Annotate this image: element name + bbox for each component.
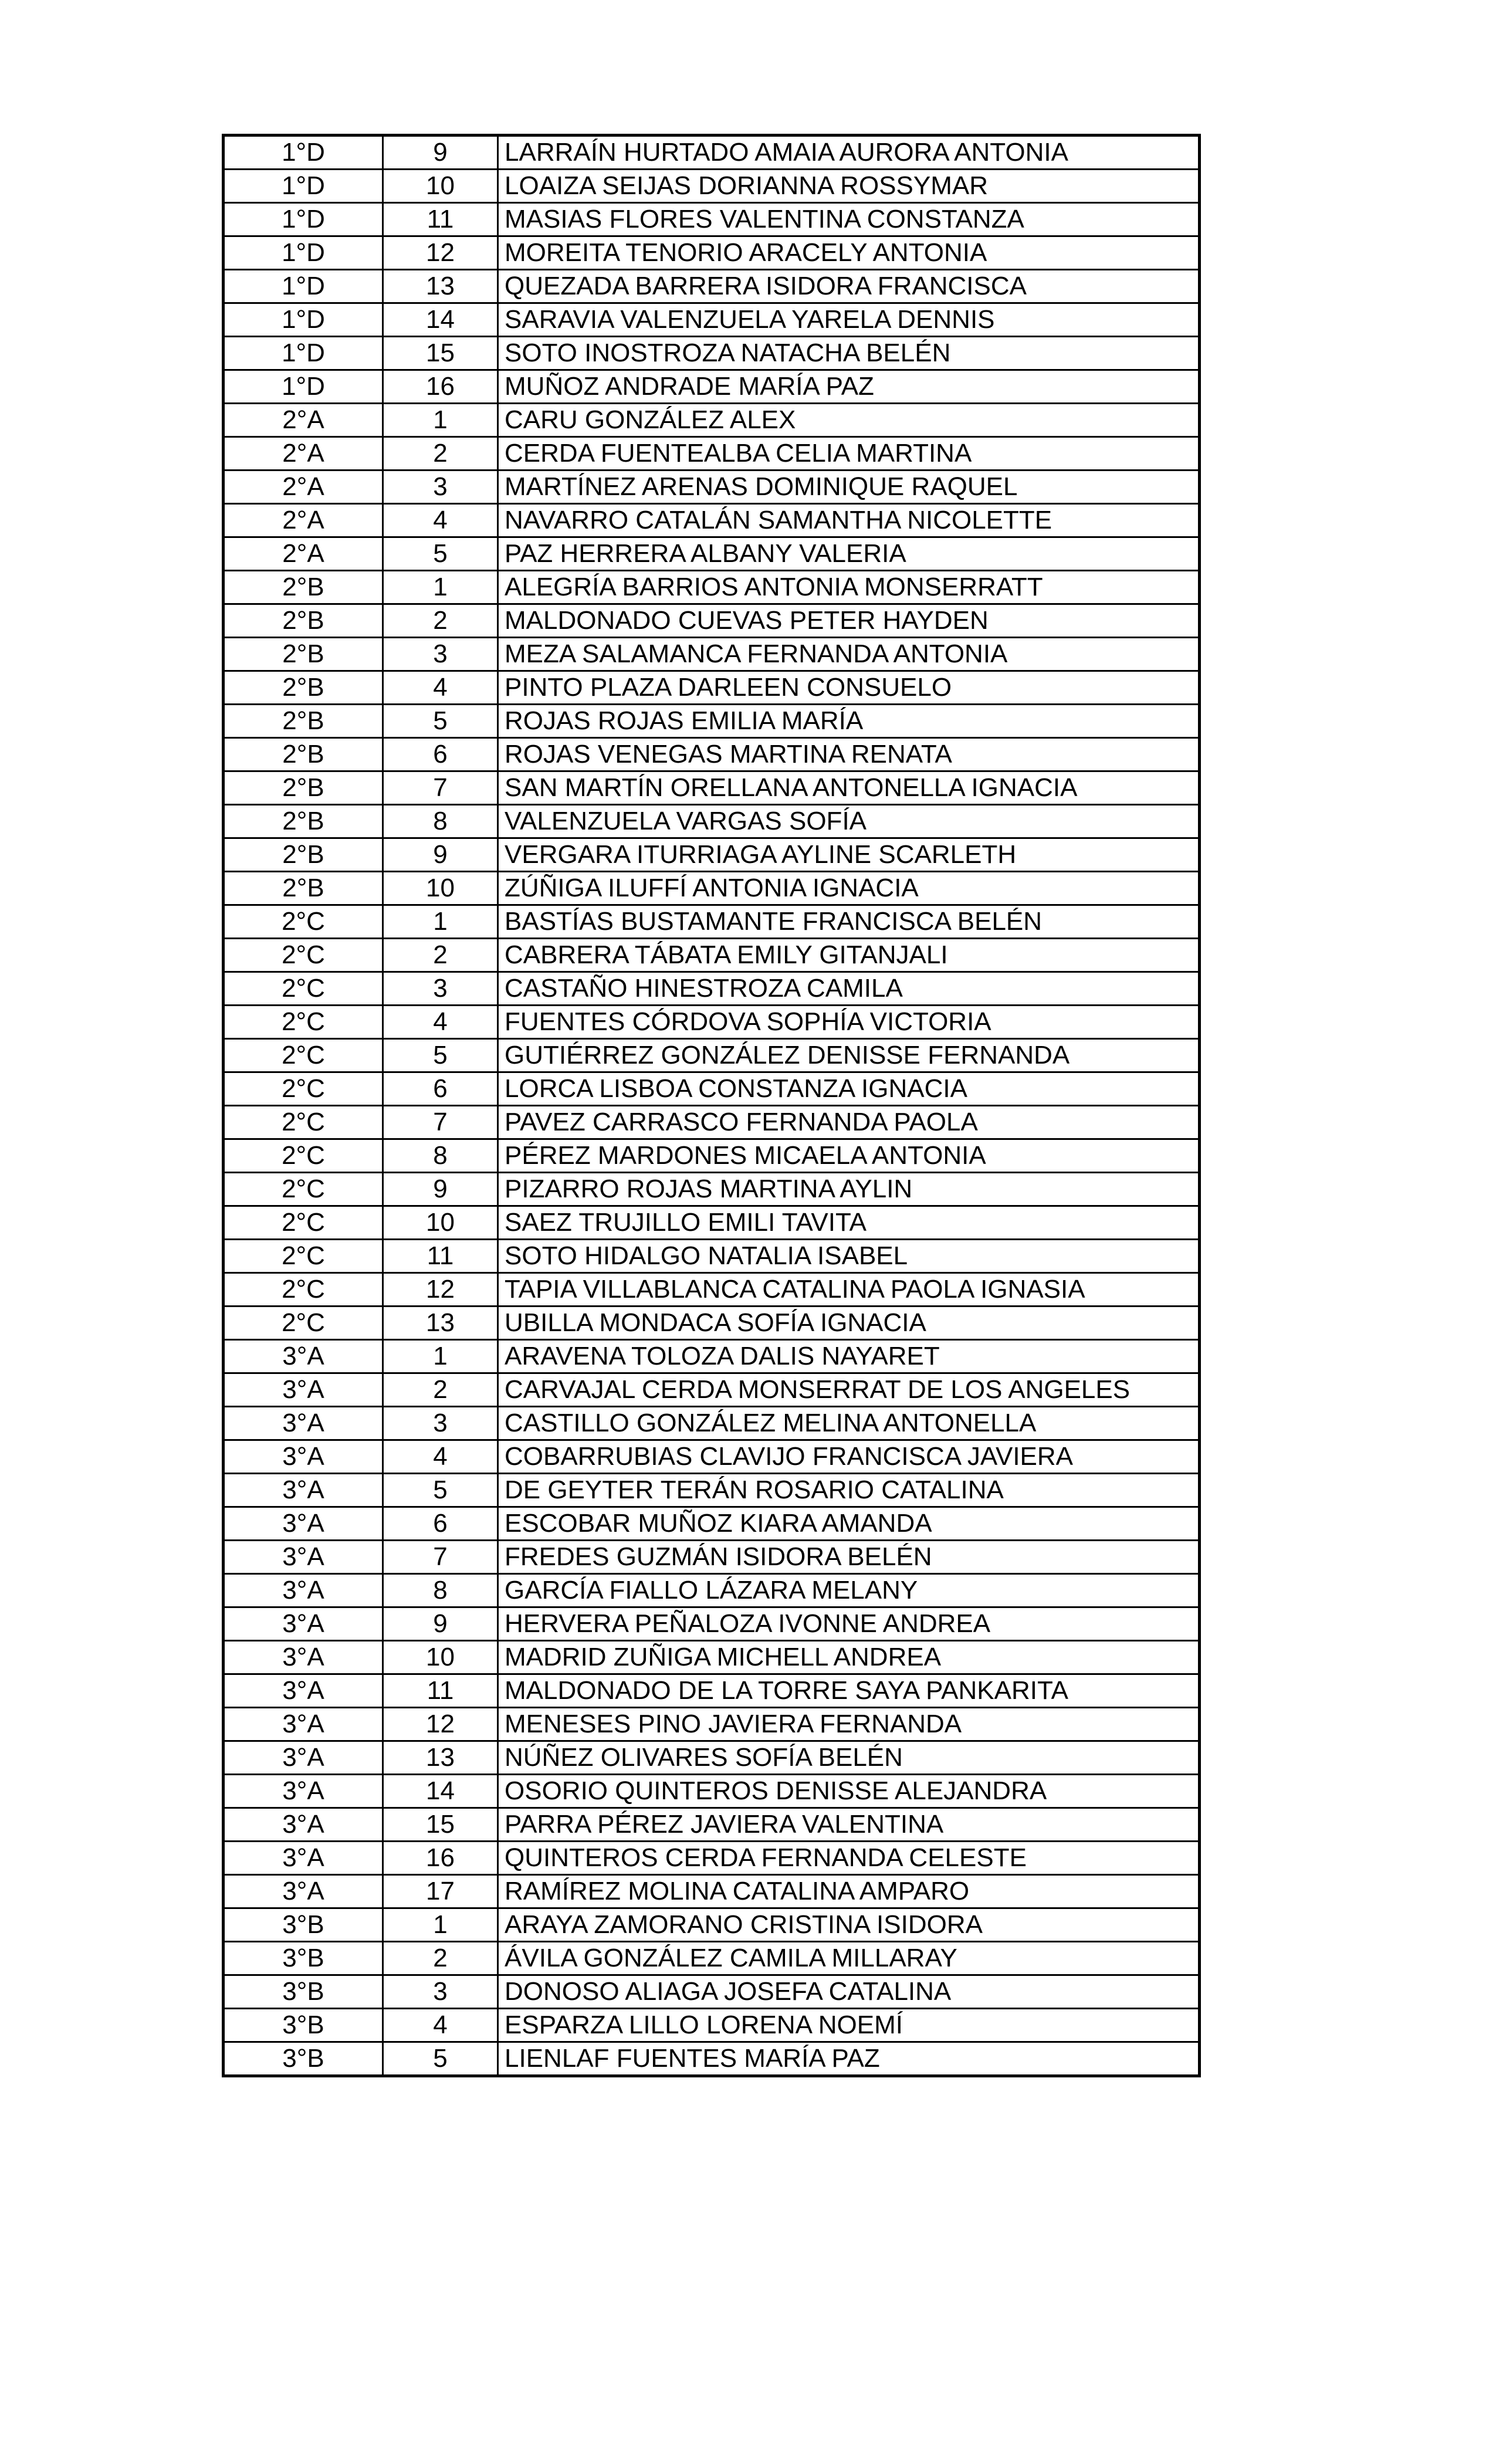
number-cell: 14 — [383, 1775, 498, 1808]
number-cell: 11 — [383, 1674, 498, 1708]
name-cell: PINTO PLAZA DARLEEN CONSUELO — [498, 671, 1200, 705]
table-row — [224, 1507, 1200, 1541]
number-cell: 16 — [383, 370, 498, 404]
table-row — [224, 1775, 1200, 1808]
name-cell: SOTO HIDALGO NATALIA ISABEL — [498, 1240, 1200, 1273]
course-cell: 1°D — [224, 370, 383, 404]
name-cell: LORCA LISBOA CONSTANZA IGNACIA — [498, 1072, 1200, 1106]
course-cell: 2°A — [224, 404, 383, 437]
number-cell: 5 — [383, 1474, 498, 1507]
name-cell: FREDES GUZMÁN ISIDORA BELÉN — [498, 1541, 1200, 1574]
name-cell: OSORIO QUINTEROS DENISSE ALEJANDRA — [498, 1775, 1200, 1808]
table-row — [224, 504, 1200, 537]
name-cell: QUEZADA BARRERA ISIDORA FRANCISCA — [498, 270, 1200, 303]
course-cell: 2°C — [224, 1307, 383, 1340]
name-cell: LIENLAF FUENTES MARÍA PAZ — [498, 2042, 1200, 2076]
course-cell: 2°B — [224, 838, 383, 872]
name-cell: SOTO INOSTROZA NATACHA BELÉN — [498, 337, 1200, 370]
number-cell: 10 — [383, 872, 498, 905]
name-cell: QUINTEROS CERDA FERNANDA CELESTE — [498, 1842, 1200, 1875]
course-cell: 2°A — [224, 471, 383, 504]
name-cell: RAMÍREZ MOLINA CATALINA AMPARO — [498, 1875, 1200, 1908]
table-row — [224, 1106, 1200, 1139]
number-cell: 12 — [383, 236, 498, 270]
number-cell: 9 — [383, 838, 498, 872]
name-cell: UBILLA MONDACA SOFÍA IGNACIA — [498, 1307, 1200, 1340]
course-cell: 2°A — [224, 437, 383, 471]
course-cell: 1°D — [224, 270, 383, 303]
number-cell: 2 — [383, 1373, 498, 1407]
course-cell: 1°D — [224, 170, 383, 203]
table-row — [224, 1173, 1200, 1206]
name-cell: NAVARRO CATALÁN SAMANTHA NICOLETTE — [498, 504, 1200, 537]
name-cell: LOAIZA SEIJAS DORIANNA ROSSYMAR — [498, 170, 1200, 203]
number-cell: 14 — [383, 303, 498, 337]
number-cell: 1 — [383, 1908, 498, 1942]
number-cell: 10 — [383, 1206, 498, 1240]
name-cell: MENESES PINO JAVIERA FERNANDA — [498, 1708, 1200, 1741]
number-cell: 5 — [383, 2042, 498, 2076]
number-cell: 5 — [383, 1039, 498, 1072]
number-cell: 2 — [383, 1942, 498, 1975]
name-cell: GARCÍA FIALLO LÁZARA MELANY — [498, 1574, 1200, 1607]
table-row — [224, 905, 1200, 939]
name-cell: CARVAJAL CERDA MONSERRAT DE LOS ANGELES — [498, 1373, 1200, 1407]
name-cell: PÉREZ MARDONES MICAELA ANTONIA — [498, 1139, 1200, 1173]
number-cell: 15 — [383, 337, 498, 370]
number-cell: 11 — [383, 1240, 498, 1273]
number-cell: 1 — [383, 404, 498, 437]
name-cell: CASTILLO GONZÁLEZ MELINA ANTONELLA — [498, 1407, 1200, 1440]
name-cell: PARRA PÉREZ JAVIERA VALENTINA — [498, 1808, 1200, 1842]
name-cell: MARTÍNEZ ARENAS DOMINIQUE RAQUEL — [498, 471, 1200, 504]
table-row — [224, 738, 1200, 771]
table-row — [224, 1240, 1200, 1273]
table-row — [224, 1708, 1200, 1741]
number-cell: 12 — [383, 1273, 498, 1307]
course-cell: 3°A — [224, 1440, 383, 1474]
name-cell: ARAYA ZAMORANO CRISTINA ISIDORA — [498, 1908, 1200, 1942]
number-cell: 1 — [383, 905, 498, 939]
number-cell: 9 — [383, 1173, 498, 1206]
table-row — [224, 1674, 1200, 1708]
table-row — [224, 1440, 1200, 1474]
number-cell: 17 — [383, 1875, 498, 1908]
number-cell: 15 — [383, 1808, 498, 1842]
name-cell: ROJAS ROJAS EMILIA MARÍA — [498, 705, 1200, 738]
course-cell: 2°A — [224, 504, 383, 537]
number-cell: 7 — [383, 1106, 498, 1139]
name-cell: FUENTES CÓRDOVA SOPHÍA VICTORIA — [498, 1006, 1200, 1039]
name-cell: MADRID ZUÑIGA MICHELL ANDREA — [498, 1641, 1200, 1674]
name-cell: TAPIA VILLABLANCA CATALINA PAOLA IGNASIA — [498, 1273, 1200, 1307]
course-cell: 2°B — [224, 738, 383, 771]
name-cell: MALDONADO DE LA TORRE SAYA PANKARITA — [498, 1674, 1200, 1708]
table-row — [224, 270, 1200, 303]
table-row — [224, 303, 1200, 337]
name-cell: BASTÍAS BUSTAMANTE FRANCISCA BELÉN — [498, 905, 1200, 939]
number-cell: 9 — [383, 136, 498, 170]
table-row — [224, 1875, 1200, 1908]
course-cell: 3°A — [224, 1741, 383, 1775]
table-row — [224, 437, 1200, 471]
name-cell: GUTIÉRREZ GONZÁLEZ DENISSE FERNANDA — [498, 1039, 1200, 1072]
name-cell: ESPARZA LILLO LORENA NOEMÍ — [498, 2009, 1200, 2042]
table-row — [224, 1741, 1200, 1775]
table-row — [224, 671, 1200, 705]
course-cell: 3°A — [224, 1674, 383, 1708]
student-roster-table — [222, 134, 1201, 2077]
name-cell: LARRAÍN HURTADO AMAIA AURORA ANTONIA — [498, 136, 1200, 170]
table-row — [224, 705, 1200, 738]
table-row — [224, 1307, 1200, 1340]
course-cell: 3°A — [224, 1340, 383, 1373]
course-cell: 3°A — [224, 1541, 383, 1574]
table-row — [224, 1474, 1200, 1507]
table-row — [224, 805, 1200, 838]
table-row — [224, 1975, 1200, 2009]
number-cell: 13 — [383, 1307, 498, 1340]
table-row — [224, 1574, 1200, 1607]
course-cell: 2°C — [224, 1240, 383, 1273]
course-cell: 1°D — [224, 203, 383, 236]
number-cell: 6 — [383, 1072, 498, 1106]
table-row — [224, 170, 1200, 203]
course-cell: 3°A — [224, 1775, 383, 1808]
table-row — [224, 1842, 1200, 1875]
course-cell: 2°A — [224, 537, 383, 571]
number-cell: 4 — [383, 671, 498, 705]
table-row — [224, 771, 1200, 805]
name-cell: MEZA SALAMANCA FERNANDA ANTONIA — [498, 638, 1200, 671]
table-row — [224, 203, 1200, 236]
table-row — [224, 1139, 1200, 1173]
course-cell: 3°A — [224, 1574, 383, 1607]
name-cell: ZÚÑIGA ILUFFÍ ANTONIA IGNACIA — [498, 872, 1200, 905]
name-cell: ROJAS VENEGAS MARTINA RENATA — [498, 738, 1200, 771]
course-cell: 2°B — [224, 571, 383, 604]
course-cell: 2°C — [224, 1006, 383, 1039]
course-cell: 3°B — [224, 1942, 383, 1975]
course-cell: 3°A — [224, 1507, 383, 1541]
name-cell: PAVEZ CARRASCO FERNANDA PAOLA — [498, 1106, 1200, 1139]
table-row — [224, 1006, 1200, 1039]
name-cell: MOREITA TENORIO ARACELY ANTONIA — [498, 236, 1200, 270]
table-row — [224, 1407, 1200, 1440]
table-row — [224, 1541, 1200, 1574]
number-cell: 7 — [383, 1541, 498, 1574]
course-cell: 1°D — [224, 236, 383, 270]
number-cell: 8 — [383, 1139, 498, 1173]
course-cell: 3°A — [224, 1641, 383, 1674]
name-cell: CASTAÑO HINESTROZA CAMILA — [498, 972, 1200, 1006]
course-cell: 2°C — [224, 905, 383, 939]
table-row — [224, 1206, 1200, 1240]
number-cell: 13 — [383, 270, 498, 303]
table-row — [224, 1607, 1200, 1641]
table-row — [224, 939, 1200, 972]
name-cell: COBARRUBIAS CLAVIJO FRANCISCA JAVIERA — [498, 1440, 1200, 1474]
name-cell: ESCOBAR MUÑOZ KIARA AMANDA — [498, 1507, 1200, 1541]
course-cell: 3°B — [224, 2042, 383, 2076]
number-cell: 5 — [383, 705, 498, 738]
table-row — [224, 537, 1200, 571]
number-cell: 4 — [383, 1006, 498, 1039]
course-cell: 2°B — [224, 805, 383, 838]
table-row — [224, 236, 1200, 270]
number-cell: 6 — [383, 738, 498, 771]
name-cell: SARAVIA VALENZUELA YARELA DENNIS — [498, 303, 1200, 337]
course-cell: 2°C — [224, 1106, 383, 1139]
number-cell: 11 — [383, 203, 498, 236]
course-cell: 3°A — [224, 1607, 383, 1641]
table-row — [224, 404, 1200, 437]
number-cell: 7 — [383, 771, 498, 805]
course-cell: 2°C — [224, 1273, 383, 1307]
number-cell: 3 — [383, 1975, 498, 2009]
name-cell: MALDONADO CUEVAS PETER HAYDEN — [498, 604, 1200, 638]
table-row — [224, 604, 1200, 638]
course-cell: 3°A — [224, 1875, 383, 1908]
table-row — [224, 1942, 1200, 1975]
course-cell: 3°B — [224, 2009, 383, 2042]
number-cell: 4 — [383, 504, 498, 537]
name-cell: VALENZUELA VARGAS SOFÍA — [498, 805, 1200, 838]
course-cell: 1°D — [224, 303, 383, 337]
course-cell: 2°C — [224, 972, 383, 1006]
number-cell: 2 — [383, 939, 498, 972]
table-row — [224, 370, 1200, 404]
course-cell: 2°B — [224, 604, 383, 638]
course-cell: 3°B — [224, 1975, 383, 2009]
name-cell: ÁVILA GONZÁLEZ CAMILA MILLARAY — [498, 1942, 1200, 1975]
course-cell: 3°A — [224, 1373, 383, 1407]
number-cell: 2 — [383, 604, 498, 638]
course-cell: 2°B — [224, 638, 383, 671]
number-cell: 9 — [383, 1607, 498, 1641]
name-cell: DONOSO ALIAGA JOSEFA CATALINA — [498, 1975, 1200, 2009]
table-row — [224, 471, 1200, 504]
course-cell: 1°D — [224, 337, 383, 370]
number-cell: 10 — [383, 1641, 498, 1674]
course-cell: 2°C — [224, 1206, 383, 1240]
table-row — [224, 1908, 1200, 1942]
course-cell: 3°A — [224, 1407, 383, 1440]
number-cell: 16 — [383, 1842, 498, 1875]
number-cell: 3 — [383, 638, 498, 671]
course-cell: 2°C — [224, 1072, 383, 1106]
roster-body — [224, 136, 1200, 2076]
number-cell: 1 — [383, 1340, 498, 1373]
number-cell: 3 — [383, 1407, 498, 1440]
course-cell: 2°B — [224, 671, 383, 705]
course-cell: 2°C — [224, 1139, 383, 1173]
name-cell: MASIAS FLORES VALENTINA CONSTANZA — [498, 203, 1200, 236]
number-cell: 10 — [383, 170, 498, 203]
name-cell: CERDA FUENTEALBA CELIA MARTINA — [498, 437, 1200, 471]
course-cell: 2°C — [224, 939, 383, 972]
course-cell: 2°C — [224, 1173, 383, 1206]
table-row — [224, 571, 1200, 604]
course-cell: 3°A — [224, 1808, 383, 1842]
table-row — [224, 1373, 1200, 1407]
number-cell: 8 — [383, 805, 498, 838]
table-row — [224, 1641, 1200, 1674]
table-row — [224, 2009, 1200, 2042]
name-cell: VERGARA ITURRIAGA AYLINE SCARLETH — [498, 838, 1200, 872]
table-row — [224, 2042, 1200, 2076]
table-row — [224, 1340, 1200, 1373]
name-cell: DE GEYTER TERÁN ROSARIO CATALINA — [498, 1474, 1200, 1507]
course-cell: 2°B — [224, 872, 383, 905]
name-cell: MUÑOZ ANDRADE MARÍA PAZ — [498, 370, 1200, 404]
table-row — [224, 1273, 1200, 1307]
table-row — [224, 1039, 1200, 1072]
table-row — [224, 1808, 1200, 1842]
name-cell: NÚÑEZ OLIVARES SOFÍA BELÉN — [498, 1741, 1200, 1775]
name-cell: ALEGRÍA BARRIOS ANTONIA MONSERRATT — [498, 571, 1200, 604]
table-row — [224, 972, 1200, 1006]
name-cell: CARU GONZÁLEZ ALEX — [498, 404, 1200, 437]
name-cell: ARAVENA TOLOZA DALIS NAYARET — [498, 1340, 1200, 1373]
course-cell: 2°B — [224, 705, 383, 738]
number-cell: 4 — [383, 1440, 498, 1474]
name-cell: PAZ HERRERA ALBANY VALERIA — [498, 537, 1200, 571]
course-cell: 1°D — [224, 136, 383, 170]
number-cell: 12 — [383, 1708, 498, 1741]
course-cell: 2°B — [224, 771, 383, 805]
number-cell: 8 — [383, 1574, 498, 1607]
table-row — [224, 136, 1200, 170]
table-row — [224, 638, 1200, 671]
table-row — [224, 872, 1200, 905]
number-cell: 3 — [383, 972, 498, 1006]
number-cell: 4 — [383, 2009, 498, 2042]
table-row — [224, 337, 1200, 370]
name-cell: PIZARRO ROJAS MARTINA AYLIN — [498, 1173, 1200, 1206]
name-cell: SAN MARTÍN ORELLANA ANTONELLA IGNACIA — [498, 771, 1200, 805]
name-cell: CABRERA TÁBATA EMILY GITANJALI — [498, 939, 1200, 972]
number-cell: 13 — [383, 1741, 498, 1775]
course-cell: 3°B — [224, 1908, 383, 1942]
course-cell: 3°A — [224, 1842, 383, 1875]
name-cell: SAEZ TRUJILLO EMILI TAVITA — [498, 1206, 1200, 1240]
course-cell: 3°A — [224, 1474, 383, 1507]
number-cell: 2 — [383, 437, 498, 471]
table-row — [224, 838, 1200, 872]
table-row — [224, 1072, 1200, 1106]
number-cell: 1 — [383, 571, 498, 604]
course-cell: 2°C — [224, 1039, 383, 1072]
name-cell: HERVERA PEÑALOZA IVONNE ANDREA — [498, 1607, 1200, 1641]
course-cell: 3°A — [224, 1708, 383, 1741]
number-cell: 5 — [383, 537, 498, 571]
number-cell: 3 — [383, 471, 498, 504]
number-cell: 6 — [383, 1507, 498, 1541]
